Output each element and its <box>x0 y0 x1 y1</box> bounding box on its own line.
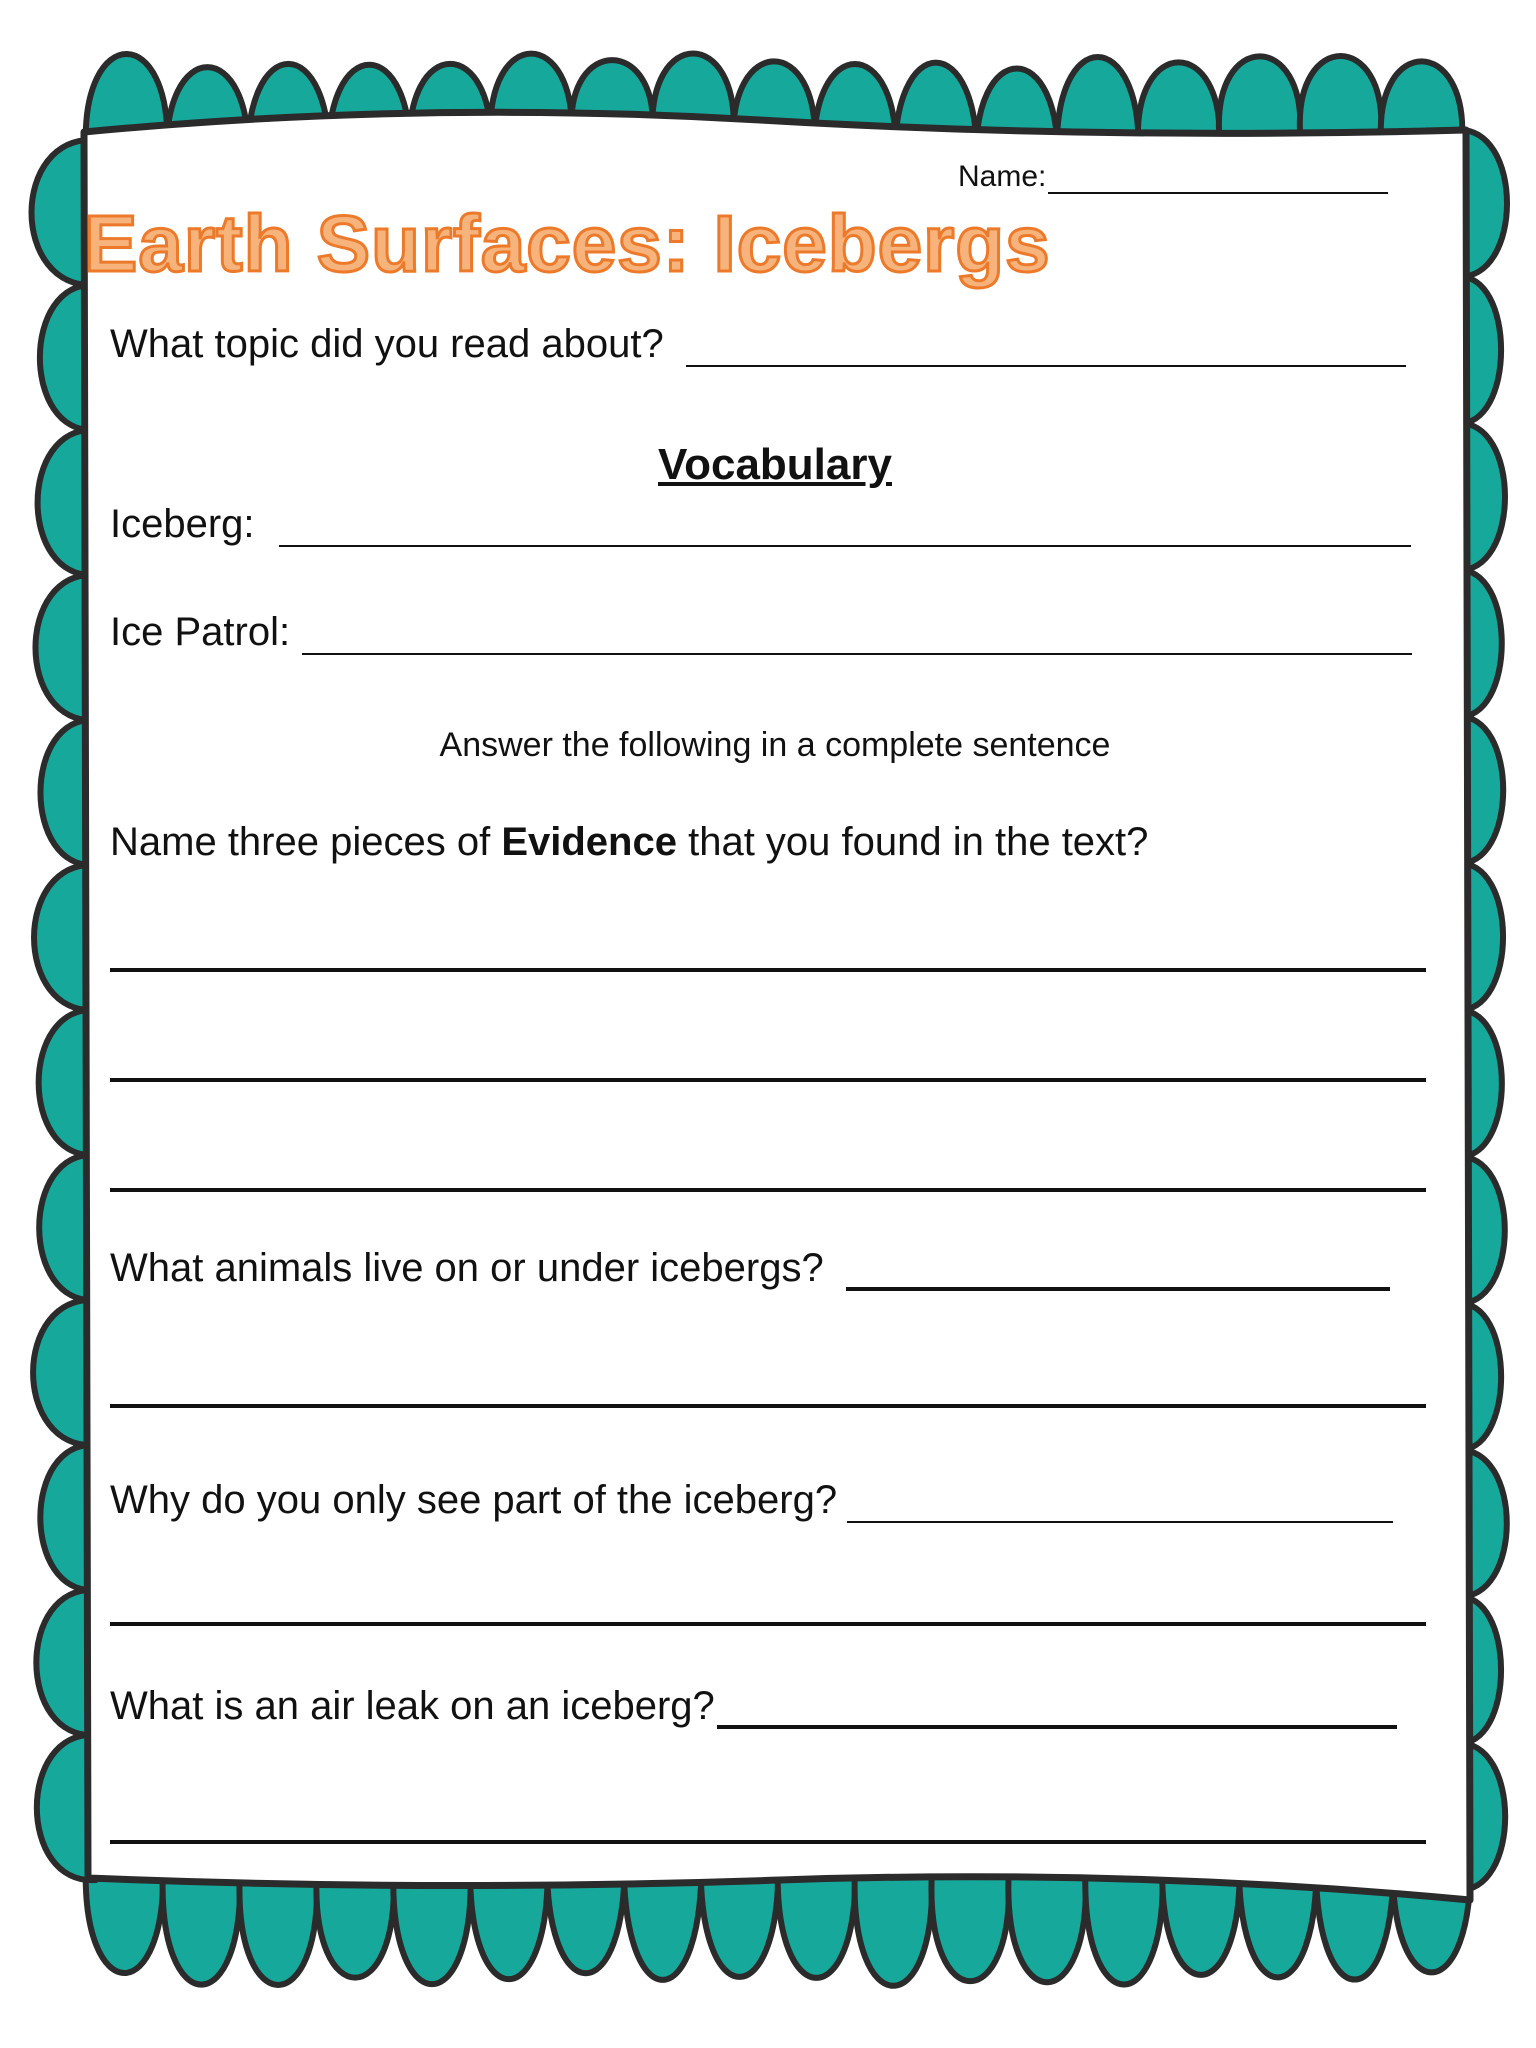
topic-question-label: What topic did you read about? <box>110 322 664 366</box>
name-field <box>958 160 1388 194</box>
name-blank[interactable] <box>1048 164 1388 194</box>
air-leak-answer-blank[interactable] <box>717 1689 1397 1729</box>
vocab-iceberg-label: Iceberg: <box>110 502 255 546</box>
vocab-ice-patrol-blank[interactable] <box>302 617 1412 655</box>
evidence-question-part1: Name three pieces of <box>110 820 502 864</box>
part-question-label: Why do you only see part of the iceberg? <box>110 1478 838 1522</box>
evidence-answer-line-2[interactable] <box>110 1078 1426 1082</box>
name-label: Name: <box>958 160 1047 193</box>
air-leak-question-row <box>110 1684 1397 1729</box>
part-question-row <box>110 1478 1393 1523</box>
vocab-ice-patrol-label: Ice Patrol: <box>110 610 291 654</box>
animals-question-row <box>110 1246 1390 1291</box>
part-answer-line[interactable] <box>110 1622 1426 1626</box>
animals-answer-line[interactable] <box>110 1404 1426 1408</box>
animals-question-label: What animals live on or under icebergs? <box>110 1246 824 1290</box>
vocab-ice-patrol-row <box>110 610 1412 655</box>
evidence-answer-line-1[interactable] <box>110 968 1426 972</box>
page-title: Earth Surfaces: Icebergs <box>84 199 1051 288</box>
evidence-question-part2: that you found in the text? <box>676 820 1149 864</box>
evidence-question-bold: Evidence <box>501 820 677 864</box>
topic-question-row <box>110 322 1406 367</box>
topic-answer-blank[interactable] <box>686 329 1406 367</box>
animals-answer-blank[interactable] <box>846 1251 1390 1291</box>
vocab-iceberg-blank[interactable] <box>279 509 1411 547</box>
air-leak-answer-line[interactable] <box>110 1840 1426 1844</box>
vocabulary-heading: Vocabulary <box>658 440 892 489</box>
part-answer-blank[interactable] <box>847 1485 1393 1523</box>
air-leak-question-label: What is an air leak on an iceberg? <box>110 1684 715 1728</box>
instruction-text: Answer the following in a complete sentence <box>439 726 1111 764</box>
vocab-iceberg-row <box>110 502 1411 547</box>
evidence-answer-line-3[interactable] <box>110 1188 1426 1192</box>
evidence-question <box>110 820 1148 865</box>
